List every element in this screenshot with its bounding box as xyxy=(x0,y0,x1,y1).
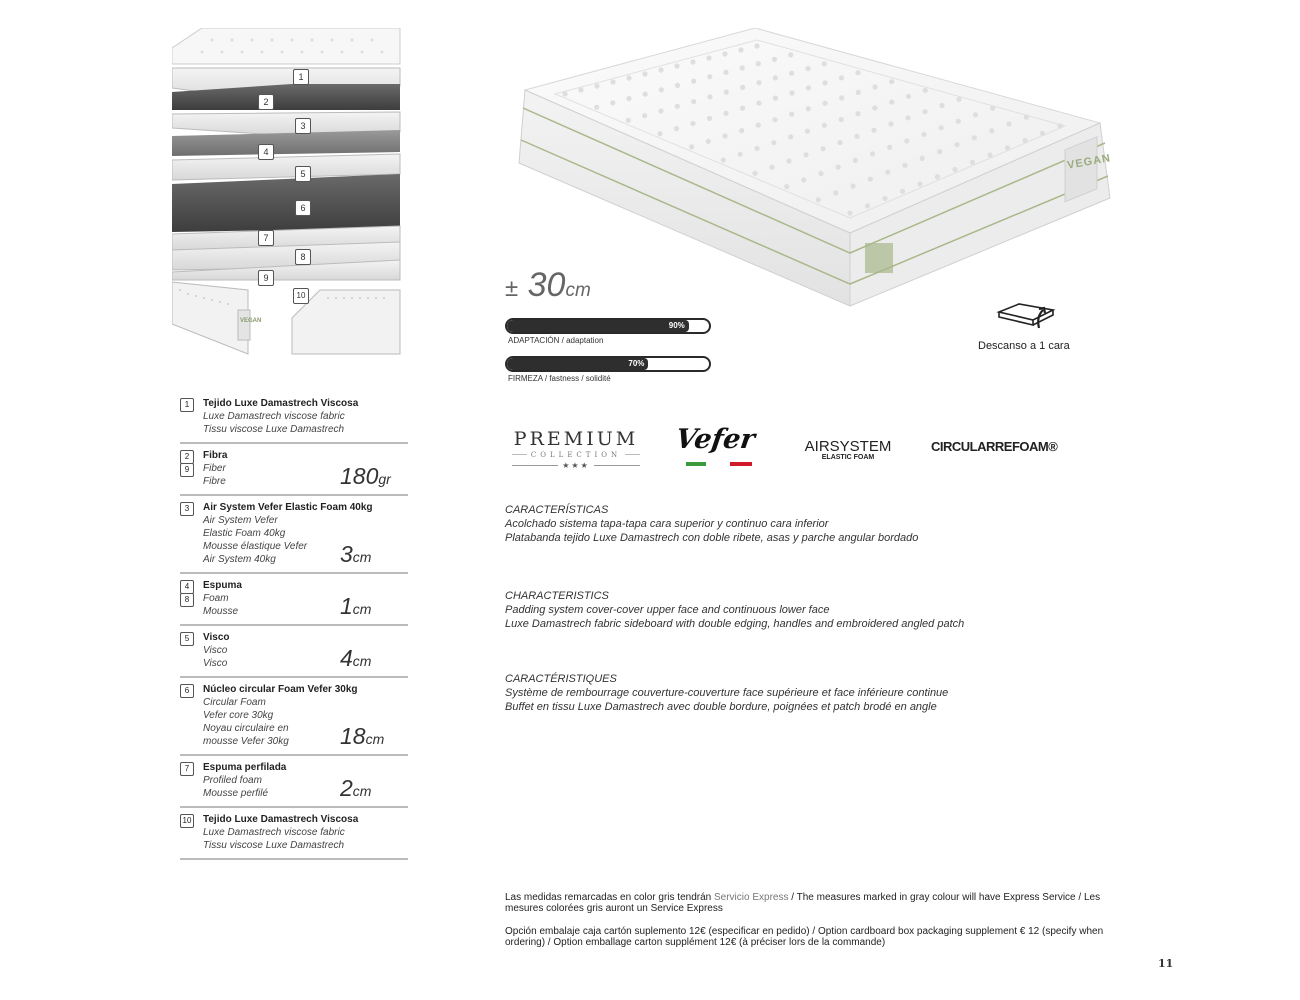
quilt-dimple xyxy=(952,167,957,172)
layer-tag-3: 3 xyxy=(295,118,311,134)
quilt-dimple xyxy=(888,121,893,126)
spec-subtitle: Tissu viscose Luxe Damastrech xyxy=(203,840,345,851)
spec-line xyxy=(180,528,408,541)
layer-number-spacer xyxy=(180,424,194,438)
premium-collection-logo xyxy=(512,428,640,470)
quilt-dimple xyxy=(771,140,776,145)
spec-subtitle: Profiled foam xyxy=(203,775,262,786)
spec-line xyxy=(180,645,408,658)
spec-row xyxy=(180,812,408,860)
spec-thickness xyxy=(340,723,384,750)
quilt-dimple xyxy=(1040,131,1045,136)
characteristics-fr-line-2: Buffet en tissu Luxe Damastrech avec double bordure, poignées et patch brodé en angle xyxy=(505,701,937,713)
spec-title: Espuma xyxy=(203,580,242,591)
spec-line xyxy=(180,827,408,840)
spec-thickness-unit: cm xyxy=(352,783,372,799)
quilt-dimple xyxy=(610,79,615,84)
quilt-dimple xyxy=(973,112,978,117)
characteristics-en-title: CHARACTERISTICS xyxy=(505,590,609,602)
spec-line xyxy=(180,697,408,710)
spec-title: Espuma perfilada xyxy=(203,762,287,773)
spec-row xyxy=(180,578,408,626)
quilt-dimple xyxy=(773,75,778,80)
quilt-dimple xyxy=(956,97,961,102)
quilt-dimple xyxy=(856,90,861,95)
spec-line xyxy=(180,814,408,827)
spec-line xyxy=(180,658,408,671)
quilt-dimple xyxy=(887,145,892,150)
layer-tag-4: 4 xyxy=(258,144,274,160)
spec-line xyxy=(180,398,408,411)
quilt-dimple xyxy=(839,95,844,100)
quilt-dimple xyxy=(853,158,858,163)
spec-row xyxy=(180,500,408,574)
vegan-mini-label: VEGAN xyxy=(240,318,262,324)
quilt-dimple xyxy=(922,109,927,114)
quilt-dimple xyxy=(659,87,664,92)
quilt-dimple xyxy=(769,165,774,170)
quilt-dimple xyxy=(789,90,794,95)
quilt-dimple xyxy=(990,106,995,111)
spec-subtitle: Elastic Foam 40kg xyxy=(203,528,286,539)
quilt-dimple xyxy=(772,117,777,122)
spec-subtitle: Noyau circulaire en xyxy=(203,723,289,734)
spec-thickness-value: 1 xyxy=(340,593,353,619)
spec-line xyxy=(180,554,408,567)
firmness-bar-fill xyxy=(507,358,648,370)
quilt-dimple xyxy=(789,71,794,76)
quilt-dimple xyxy=(954,142,959,147)
spec-row xyxy=(180,396,408,444)
quilt-dimple xyxy=(822,61,827,66)
quilt-dimple xyxy=(594,83,599,88)
vefer-logo xyxy=(673,424,766,470)
quilt-dimple xyxy=(882,196,887,201)
layer-number-box: 6 xyxy=(180,684,194,698)
layer-number-spacer xyxy=(180,788,194,802)
quilt-dimple xyxy=(675,104,680,109)
spec-line xyxy=(180,593,408,606)
spec-thickness-unit: cm xyxy=(352,653,372,669)
spec-thickness xyxy=(340,593,371,620)
spec-thickness xyxy=(340,645,371,672)
spec-title: Fibra xyxy=(203,450,228,461)
quilt-dimple xyxy=(989,128,994,133)
spec-thickness-unit: cm xyxy=(352,549,372,565)
quilt-dimple xyxy=(805,66,810,71)
quilt-dimple xyxy=(872,84,877,89)
firmness-bar xyxy=(505,356,711,372)
quilt-dimple xyxy=(839,117,844,122)
spec-subtitle: Tissu viscose Luxe Damastrech xyxy=(203,424,345,435)
mattress-image xyxy=(505,28,1120,313)
quilt-dimple xyxy=(772,57,777,62)
quilt-dimple xyxy=(1024,115,1029,120)
quilt-dimple xyxy=(689,144,694,149)
spec-row xyxy=(180,630,408,678)
spec-line xyxy=(180,632,408,645)
layer-number-spacer xyxy=(180,710,194,724)
quilt-dimple xyxy=(805,129,810,134)
quilt-dimple xyxy=(756,123,761,128)
spec-thickness-value: 2 xyxy=(340,775,353,801)
layer-number-spacer xyxy=(180,411,194,425)
premium-rule-left-2 xyxy=(512,465,558,466)
quilt-dimple xyxy=(889,100,894,105)
italy-red-stripe xyxy=(730,462,752,466)
quilt-dimple xyxy=(833,190,838,195)
quilt-dimple xyxy=(740,106,745,111)
layer-number-spacer xyxy=(180,840,194,854)
premium-collection: COLLECTION xyxy=(530,451,622,459)
spec-row xyxy=(180,448,408,496)
quilt-dimple xyxy=(1022,138,1027,143)
layer-tag-1: 1 xyxy=(293,69,309,85)
quilt-dimple xyxy=(626,96,631,101)
quilt-dimple xyxy=(839,75,844,80)
layer-tag-5: 5 xyxy=(295,166,311,182)
quilt-dimple xyxy=(987,152,992,157)
adaptation-bar-percent: 90% xyxy=(668,321,685,330)
quilt-dimple xyxy=(578,87,583,92)
quilt-dimple xyxy=(789,112,794,117)
quilt-dimple xyxy=(788,52,793,57)
quilt-dimple xyxy=(754,43,759,48)
spec-line xyxy=(180,788,408,801)
quilt-dimple xyxy=(643,92,648,97)
layer-number-box: 3 xyxy=(180,502,194,516)
quilt-dimple xyxy=(786,158,791,163)
quilt-dimple xyxy=(675,83,680,88)
layer-number-spacer xyxy=(180,476,194,490)
spec-subtitle: Mousse xyxy=(203,606,239,617)
quilt-dimple xyxy=(691,79,696,84)
quilt-dimple xyxy=(594,105,599,110)
spec-thickness xyxy=(340,541,371,568)
quilt-dimple xyxy=(906,94,911,99)
spec-subtitle: Foam xyxy=(203,593,229,604)
quilt-dimple xyxy=(822,80,827,85)
quilt-dimple xyxy=(788,134,793,139)
layer-number-spacer xyxy=(180,775,194,789)
mattress-height xyxy=(505,266,591,305)
express-note-part-1: Las medidas remarcadas en color gris tendrán xyxy=(505,892,714,903)
quilt-dimple xyxy=(626,118,631,123)
vefer-wordmark: Vefer xyxy=(673,424,757,455)
layer-number-box: 4 xyxy=(180,580,194,594)
quilt-dimple xyxy=(836,164,841,169)
layer-number-spacer xyxy=(180,736,194,750)
quilt-dimple xyxy=(610,100,615,105)
characteristics-en-line-2: Luxe Damastrech fabric sideboard with double edging, handles and embroidered angled patch xyxy=(505,618,965,630)
quilt-dimple xyxy=(642,71,647,76)
vegan-badge: VEGAN xyxy=(1066,152,1112,172)
layer-tag-2: 2 xyxy=(258,94,274,110)
layer-tag-7: 7 xyxy=(258,230,274,246)
adaptation-bar-fill xyxy=(507,320,689,332)
adaptation-bar xyxy=(505,318,711,334)
spec-subtitle: Luxe Damastrech viscose fabric xyxy=(203,827,345,838)
quilt-dimple xyxy=(1057,123,1062,128)
layer-number-spacer xyxy=(180,515,194,529)
one-side-mattress-icon xyxy=(995,300,1059,332)
spec-line xyxy=(180,840,408,853)
layer-number-box: 9 xyxy=(180,463,194,477)
premium-stars: ★★★ xyxy=(562,461,590,470)
spec-line xyxy=(180,450,408,463)
quilt-dimple xyxy=(691,99,696,104)
spec-thickness-value: 18 xyxy=(340,723,366,749)
quilt-dimple xyxy=(756,80,761,85)
quilt-dimple xyxy=(658,108,663,113)
quilt-dimple xyxy=(773,96,778,101)
quilt-dimple xyxy=(885,170,890,175)
quilt-dimple xyxy=(917,181,922,186)
layer-tag-10: 10 xyxy=(293,288,309,304)
quilt-dimple xyxy=(803,152,808,157)
premium-rule-left xyxy=(512,454,527,455)
spec-subtitle: Luxe Damastrech viscose fabric xyxy=(203,411,345,422)
spec-line xyxy=(180,541,408,554)
quilt-dimple xyxy=(1006,121,1011,126)
italy-green-stripe xyxy=(686,462,706,466)
quilt-dimple xyxy=(816,197,821,202)
spec-subtitle: mousse Vefer 30kg xyxy=(203,736,289,747)
quilt-dimple xyxy=(970,160,975,165)
quilt-dimple xyxy=(902,163,907,168)
layer-number-spacer xyxy=(180,645,194,659)
quilt-dimple xyxy=(706,55,711,60)
spec-row xyxy=(180,682,408,756)
quilt-dimple xyxy=(756,101,761,106)
height-plusminus: ± xyxy=(505,275,519,302)
layer-number-box: 7 xyxy=(180,762,194,776)
spec-thickness-unit: gr xyxy=(378,471,391,487)
characteristics-fr xyxy=(505,672,948,714)
premium-title: PREMIUM xyxy=(513,428,639,450)
spec-subtitle: Visco xyxy=(203,658,228,669)
layer-number-spacer xyxy=(180,827,194,841)
quilt-dimple xyxy=(690,121,695,126)
quilt-dimple xyxy=(865,203,870,208)
packaging-note: Opción embalaje caja cartón suplemento 12€ (especificar en pedido) / Option cardboard box packaging supplement € 12 (specify when ordering) / Option emballage carton supplément 12€ (à préciser lors de la commande) xyxy=(505,926,1104,948)
page-number: 11 xyxy=(1158,957,1174,970)
spec-line xyxy=(180,606,408,619)
quilt-dimple xyxy=(818,171,823,176)
spec-row xyxy=(180,760,408,808)
quilt-dimple xyxy=(707,94,712,99)
characteristics-en-line-1: Padding system cover-cover upper face and continuous lower face xyxy=(505,604,830,616)
spec-subtitle: Fibre xyxy=(203,476,226,487)
quilt-dimple xyxy=(923,88,928,93)
layer-number-box: 2 xyxy=(180,450,194,464)
express-service-note xyxy=(505,892,1125,914)
spec-title: Núcleo circular Foam Vefer 30kg xyxy=(203,684,358,695)
characteristics-fr-title: CARACTÉRISTIQUES xyxy=(505,673,617,685)
quilt-dimple xyxy=(870,151,875,156)
quilt-dimple xyxy=(642,113,647,118)
characteristics-es-line-2: Platabanda tejido Luxe Damastrech con doble ribete, asas y parche angular bordado xyxy=(505,532,919,544)
quilt-dimple xyxy=(722,51,727,56)
quilt-dimple xyxy=(956,119,961,124)
quilt-dimple xyxy=(935,174,940,179)
quilt-dimple xyxy=(854,134,859,139)
spec-subtitle: Air System 40kg xyxy=(203,554,276,565)
quilt-dimple xyxy=(822,101,827,106)
spec-subtitle: Vefer core 30kg xyxy=(203,710,274,721)
spec-line xyxy=(180,775,408,788)
height-value: 30 xyxy=(527,266,566,304)
quilt-dimple xyxy=(850,183,855,188)
spec-line xyxy=(180,515,408,528)
quilt-dimple xyxy=(739,128,744,133)
layer-spec-list xyxy=(180,396,408,864)
spec-line xyxy=(180,762,408,775)
quilt-dimple xyxy=(837,140,842,145)
quilt-dimple xyxy=(900,189,905,194)
quilt-dimple xyxy=(752,171,757,176)
quilt-dimple xyxy=(657,131,662,136)
spec-subtitle: Mousse perfilé xyxy=(203,788,269,799)
quilt-dimple xyxy=(626,75,631,80)
layer-tag-9: 9 xyxy=(258,270,274,286)
adaptation-label: ADAPTACIÓN / adaptation xyxy=(508,336,604,345)
quilt-dimple xyxy=(690,59,695,64)
quilt-dimple xyxy=(562,91,567,96)
layer-number-spacer xyxy=(180,658,194,672)
quilt-dimple xyxy=(754,146,759,151)
quilt-dimple xyxy=(784,184,789,189)
quilt-dimple xyxy=(855,111,860,116)
premium-rule-right-2 xyxy=(594,465,640,466)
spec-line xyxy=(180,424,408,437)
one-side-label: Descanso a 1 cara xyxy=(978,340,1070,352)
quilt-dimple xyxy=(937,149,942,154)
layer-number-box: 10 xyxy=(180,814,194,828)
layer-number-box: 8 xyxy=(180,593,194,607)
quilt-dimple xyxy=(822,123,827,128)
express-note-highlight: Servicio Express xyxy=(714,892,789,903)
spec-line xyxy=(180,411,408,424)
layer-number-spacer xyxy=(180,541,194,555)
characteristics-en xyxy=(505,589,964,631)
layer-tag-8: 8 xyxy=(295,249,311,265)
quilt-dimple xyxy=(806,85,811,90)
quilt-dimple xyxy=(674,63,679,68)
spec-line xyxy=(180,580,408,593)
quilt-dimple xyxy=(738,152,743,157)
spec-title: Tejido Luxe Damastrech Viscosa xyxy=(203,398,359,409)
quilt-dimple xyxy=(847,210,852,215)
quilt-dimple xyxy=(706,139,711,144)
airsystem-title: AIRSYSTEM xyxy=(804,438,892,455)
spec-line xyxy=(180,502,408,515)
spec-thickness-value: 3 xyxy=(340,541,353,567)
quilt-dimple xyxy=(723,111,728,116)
firmness-bar-percent: 70% xyxy=(628,359,645,368)
quilt-dimple xyxy=(707,74,712,79)
quilt-dimple xyxy=(871,128,876,133)
airsystem-logo xyxy=(803,438,893,461)
quilt-dimple xyxy=(939,103,944,108)
layer-number-box: 1 xyxy=(180,398,194,412)
layer-number-spacer xyxy=(180,528,194,542)
spec-subtitle: Air System Vefer xyxy=(203,515,278,526)
spec-thickness-value: 180 xyxy=(340,463,379,489)
quilt-dimple xyxy=(723,70,728,75)
firmness-label: FIRMEZA / fastness / solidité xyxy=(508,374,611,383)
layer-number-spacer xyxy=(180,554,194,568)
quilt-dimple xyxy=(889,79,894,84)
spec-thickness xyxy=(340,463,391,490)
spec-line xyxy=(180,684,408,697)
quilt-dimple xyxy=(872,105,877,110)
quilt-dimple xyxy=(905,115,910,120)
quilt-dimple xyxy=(724,90,729,95)
quilt-dimple xyxy=(721,158,726,163)
characteristics-es-line-1: Acolchado sistema tapa-tapa cara superior y continuo cara inferior xyxy=(505,518,829,530)
quilt-dimple xyxy=(722,133,727,138)
spec-title: Visco xyxy=(203,632,230,643)
quilt-dimple xyxy=(707,116,712,121)
quilt-dimple xyxy=(921,132,926,137)
quilt-dimple xyxy=(658,67,663,72)
spec-line xyxy=(180,710,408,723)
height-unit: cm xyxy=(565,280,591,301)
layer-number-box: 5 xyxy=(180,632,194,646)
quilt-dimple xyxy=(740,65,745,70)
spec-subtitle: Mousse élastique Vefer xyxy=(203,541,308,552)
spec-thickness-unit: cm xyxy=(352,601,372,617)
spec-title: Air System Vefer Elastic Foam 40kg xyxy=(203,502,373,513)
spec-title: Tejido Luxe Damastrech Viscosa xyxy=(203,814,359,825)
layer-illustration xyxy=(172,28,432,358)
layer-number-spacer xyxy=(180,606,194,620)
airsystem-subtitle: ELASTIC FOAM xyxy=(821,454,875,461)
characteristics-es xyxy=(505,503,918,545)
layer-tag-6: 6 xyxy=(295,200,311,216)
characteristics-es-title: CARACTERÍSTICAS xyxy=(505,504,609,516)
quilt-dimple xyxy=(806,106,811,111)
spec-subtitle: Circular Foam xyxy=(203,697,266,708)
quilt-dimple xyxy=(920,156,925,161)
quilt-dimple xyxy=(939,125,944,130)
spec-subtitle: Visco xyxy=(203,645,228,656)
quilt-dimple xyxy=(1005,145,1010,150)
spec-thickness-unit: cm xyxy=(365,731,385,747)
spec-thickness xyxy=(340,775,371,802)
spec-subtitle: Fiber xyxy=(203,463,226,474)
quilt-dimple xyxy=(820,146,825,151)
quilt-dimple xyxy=(756,61,761,66)
quilt-dimple xyxy=(674,126,679,131)
quilt-dimple xyxy=(738,47,743,52)
spec-thickness-value: 4 xyxy=(340,645,353,671)
quilt-dimple xyxy=(801,177,806,182)
express-note-part-2: / The measures marked in gray colour will have Express Service / Les mesures colorées gris auront un Service Express xyxy=(505,892,1101,914)
quilt-dimple xyxy=(972,135,977,140)
quilt-dimple xyxy=(868,177,873,182)
characteristics-fr-line-1: Système de rembourrage couverture-couverture face supérieure et face inférieure continue xyxy=(505,687,949,699)
layer-number-spacer xyxy=(180,723,194,737)
layer-number-spacer xyxy=(180,697,194,711)
circularrefoam-logo: CIRCULARREFOAM® xyxy=(931,439,1058,454)
quilt-dimple xyxy=(855,70,860,75)
quilt-dimple xyxy=(740,85,745,90)
premium-rule-right xyxy=(625,454,640,455)
quilt-dimple xyxy=(904,138,909,143)
